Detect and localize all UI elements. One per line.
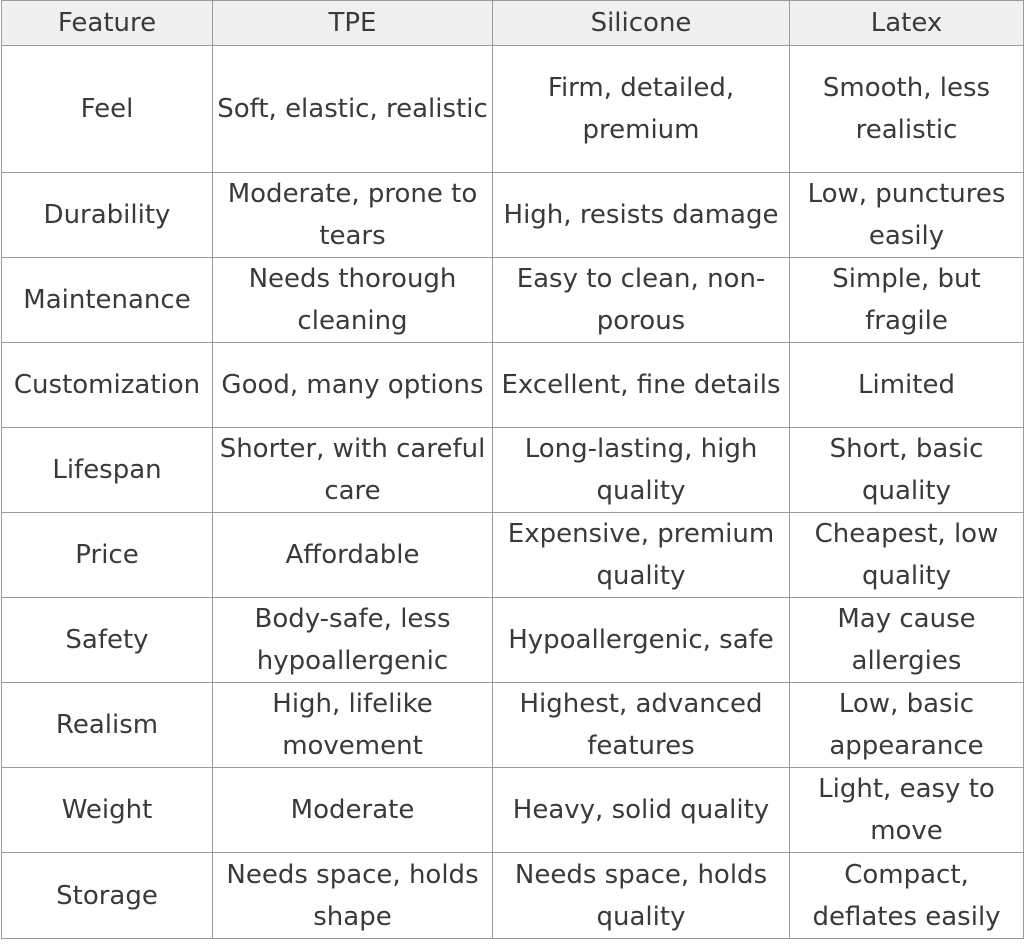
latex-cell: Limited (790, 343, 1024, 428)
tpe-cell: Affordable (213, 513, 493, 598)
latex-cell: Compact, deflates easily (790, 853, 1024, 939)
table-row (2, 173, 1024, 258)
latex-cell: Low, punctures easily (790, 173, 1024, 258)
feature-cell: Maintenance (2, 258, 213, 343)
tpe-cell: Moderate (213, 768, 493, 853)
table-row (2, 428, 1024, 513)
feature-cell: Price (2, 513, 213, 598)
feature-cell: Storage (2, 853, 213, 939)
silicone-cell: Expensive, premium quality (493, 513, 790, 598)
header-row (2, 1, 1024, 46)
table-row (2, 258, 1024, 343)
latex-cell: Cheapest, low quality (790, 513, 1024, 598)
feature-cell: Safety (2, 598, 213, 683)
table-header (2, 1, 1024, 46)
silicone-cell: Hypoallergenic, safe (493, 598, 790, 683)
latex-cell: May cause allergies (790, 598, 1024, 683)
feature-cell: Lifespan (2, 428, 213, 513)
latex-cell: Simple, but fragile (790, 258, 1024, 343)
tpe-cell: Needs space, holds shape (213, 853, 493, 939)
feature-cell: Customization (2, 343, 213, 428)
tpe-cell: High, lifelike movement (213, 683, 493, 768)
tpe-cell: Body-safe, less hypoallergenic (213, 598, 493, 683)
table-row (2, 768, 1024, 853)
silicone-cell: Easy to clean, non-porous (493, 258, 790, 343)
feature-cell: Durability (2, 173, 213, 258)
table-row (2, 343, 1024, 428)
comparison-table (1, 0, 1024, 939)
silicone-cell: Highest, advanced features (493, 683, 790, 768)
tpe-cell: Moderate, prone to tears (213, 173, 493, 258)
silicone-cell: Long-lasting, high quality (493, 428, 790, 513)
header-silicone: Silicone (493, 1, 790, 46)
silicone-cell: Excellent, fine details (493, 343, 790, 428)
table-row (2, 46, 1024, 173)
table-row (2, 853, 1024, 939)
tpe-cell: Shorter, with careful care (213, 428, 493, 513)
feature-cell: Realism (2, 683, 213, 768)
header-latex: Latex (790, 1, 1024, 46)
table-body (2, 46, 1024, 939)
latex-cell: Smooth, less realistic (790, 46, 1024, 173)
silicone-cell: Heavy, solid quality (493, 768, 790, 853)
tpe-cell: Needs thorough cleaning (213, 258, 493, 343)
table-row (2, 683, 1024, 768)
feature-cell: Weight (2, 768, 213, 853)
header-tpe: TPE (213, 1, 493, 46)
table-row (2, 513, 1024, 598)
silicone-cell: Firm, detailed, premium (493, 46, 790, 173)
tpe-cell: Good, many options (213, 343, 493, 428)
table-row (2, 598, 1024, 683)
latex-cell: Short, basic quality (790, 428, 1024, 513)
silicone-cell: Needs space, holds quality (493, 853, 790, 939)
tpe-cell: Soft, elastic, realistic (213, 46, 493, 173)
latex-cell: Light, easy to move (790, 768, 1024, 853)
silicone-cell: High, resists damage (493, 173, 790, 258)
latex-cell: Low, basic appearance (790, 683, 1024, 768)
header-feature: Feature (2, 1, 213, 46)
feature-cell: Feel (2, 46, 213, 173)
